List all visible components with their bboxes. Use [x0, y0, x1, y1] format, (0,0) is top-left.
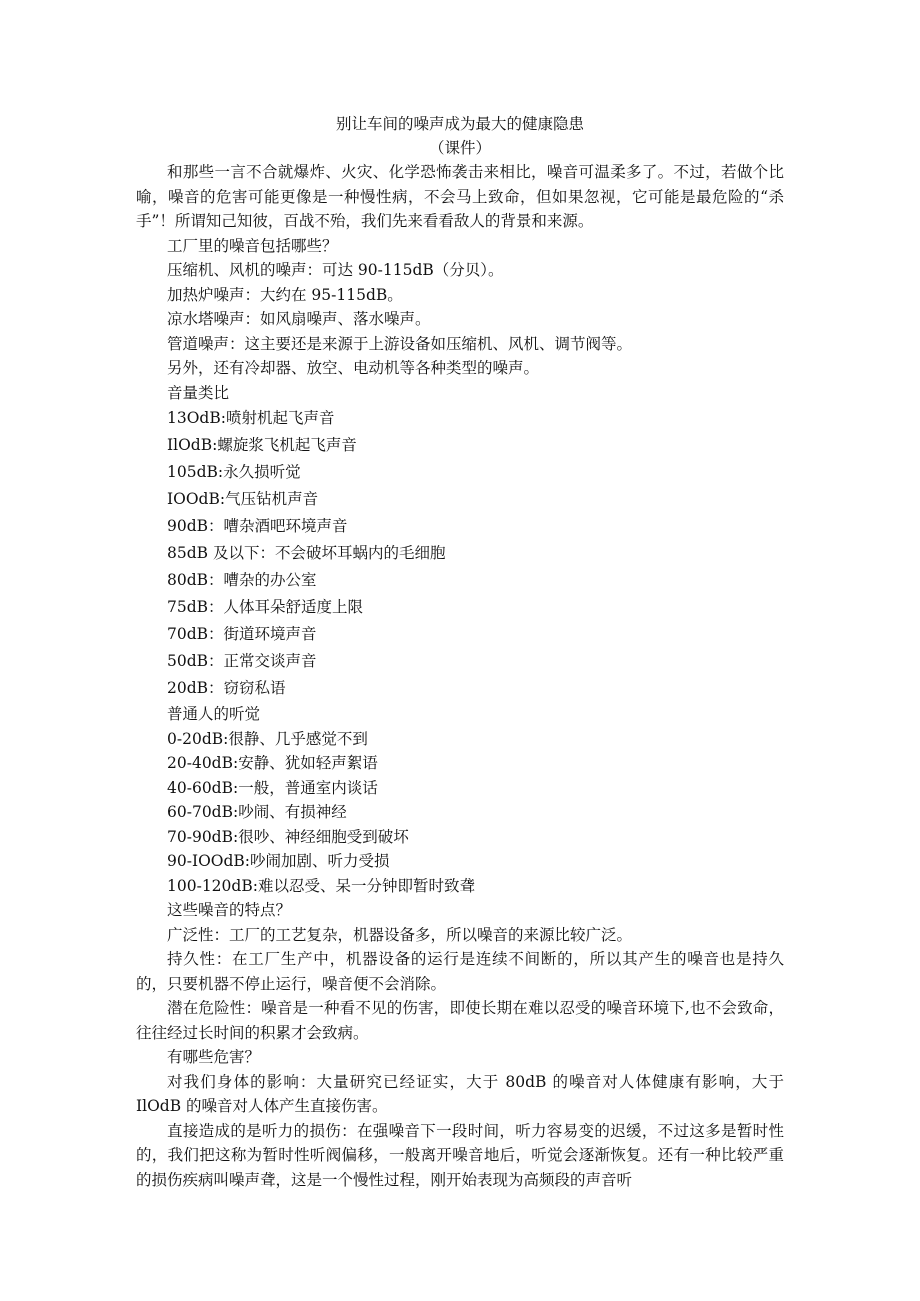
sources-heading: 工厂里的噪音包括哪些？ — [167, 236, 338, 255]
list-item: 0-20dB:很静、几乎感觉不到 — [167, 729, 368, 748]
list-item: 另外，还有冷却器、放空、电动机等各种类型的噪声。 — [167, 359, 540, 377]
feature-paragraph: 广泛性：工厂的工艺复杂，机器设备多，所以噪音的来源比较广泛。 — [167, 925, 633, 944]
list-item: 100-120dB:难以忍受、呆一分钟即暂时致聋 — [167, 876, 475, 895]
list-item: 20-40dB:安静、犹如轻声絮语 — [167, 754, 378, 772]
list-item: 20dB：窃窃私语 — [167, 679, 286, 697]
list-item: IlOdB:螺旋浆飞机起飞声音 — [167, 436, 357, 454]
document-title: 别让车间的噪声成为最大的健康隐患 — [335, 115, 584, 133]
list-item: 105dB:永久损听觉 — [167, 463, 301, 481]
list-item: 13OdB:喷射机起飞声音 — [167, 409, 335, 427]
document-subtitle: （课件） — [428, 139, 491, 157]
list-item: 60-70dB:吵闹、有损神经 — [167, 803, 347, 821]
list-item: 85dB 及以下：不会破坏耳蜗内的毛细胞 — [167, 544, 446, 562]
harms-heading: 有哪些危害？ — [167, 1048, 261, 1066]
list-item: 90dB：嘈杂酒吧环境声音 — [167, 517, 348, 535]
harm-paragraph: 对我们身体的影响：大量研究已经证实，大于 80dB 的噪音对人体健康有影响，大于 IlOdB 的噪音对人体产生直接伤害。 — [136, 1072, 784, 1115]
document-page — [136, 112, 784, 1192]
list-item: 90-IOOdB:吵闹加剧、听力受损 — [167, 852, 390, 870]
intro-paragraph: 和那些一言不合就爆炸、火灾、化学恐怖袭击来相比，噪音可温柔多了。不过，若做个比喻，噪音的危害可能更像是一种慢性病，不会马上致命，但如果忽视，它可能是最危险的“杀手”！所谓知己知彼，百战不殆，我们先来看看敌人的背景和来源。 — [136, 163, 784, 230]
harm-paragraph: 直接造成的是听力的损伤：在强噪音下一段时间，听力容易变的迟缓，不过这多是暂时性的，我们把这称为暂时性听阀偏移，一般离开噪音地后，听觉会逐渐恢复。还有一种比较严重的损伤疾病叫噪声聋，这是一个慢性过程，刚开始表现为高频段的声音听 — [136, 1121, 784, 1189]
list-item: IOOdB:气压钻机声音 — [167, 490, 319, 508]
features-heading: 这些噪音的特点？ — [167, 901, 292, 919]
hearing-heading: 普通人的听觉 — [167, 705, 261, 723]
list-item: 管道噪声：这主要还是来源于上游设备如压缩机、风机、调节阀等。 — [167, 334, 633, 353]
list-item: 75dB：人体耳朵舒适度上限 — [167, 598, 364, 616]
list-item: 50dB：正常交谈声音 — [167, 652, 317, 670]
list-item: 凉水塔噪声：如风扇噪声、落水噪声。 — [167, 310, 431, 328]
volume-compare-heading: 音量类比 — [167, 383, 230, 402]
feature-paragraph: 潜在危险性：噪音是一种看不见的伤害，即使长期在难以忍受的噪音环境下,也不会致命，往往经过长时间的积累才会致病。 — [136, 999, 784, 1042]
list-item: 40-60dB:一般，普通室内谈话 — [167, 778, 378, 797]
list-item: 80dB：嘈杂的办公室 — [167, 571, 317, 589]
list-item: 加热炉噪声：大约在 95-115dB。 — [167, 285, 403, 304]
feature-paragraph: 持久性：在工厂生产中，机器设备的运行是连续不间断的，所以其产生的噪音也是持久的，只要机器不停止运行，噪音便不会消除。 — [136, 950, 784, 993]
list-item: 压缩机、风机的噪声：可达 90-115dB（分贝）。 — [167, 261, 504, 279]
list-item: 70dB：街道环境声音 — [167, 625, 317, 643]
list-item: 70-90dB:很吵、神经细胞受到破坏 — [167, 827, 409, 846]
